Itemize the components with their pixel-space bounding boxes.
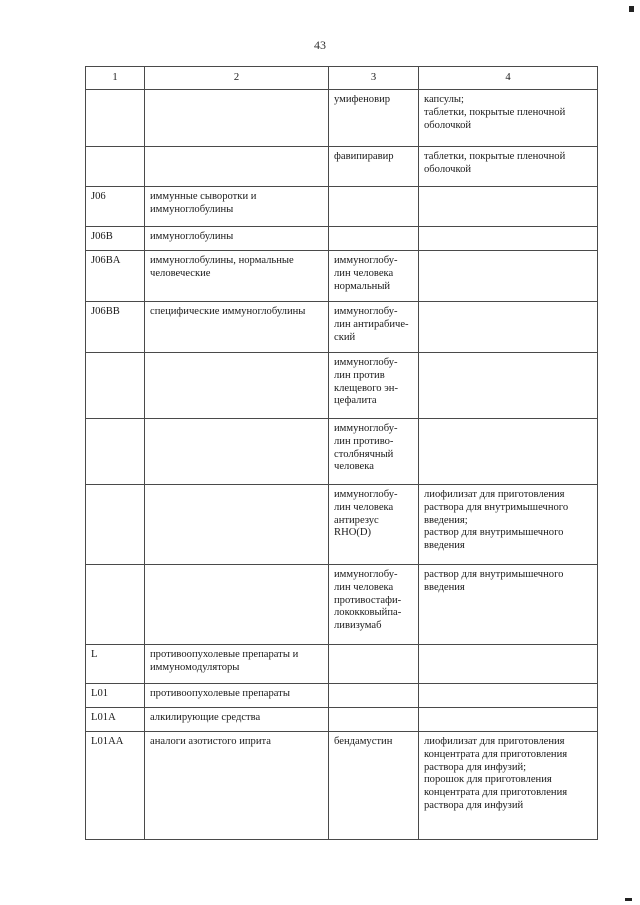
drug-name-cell: иммуноглобу- лин антирабиче- ский (329, 302, 419, 353)
drug-name-cell (329, 187, 419, 227)
group-name-cell: алкилирующие средства (145, 708, 329, 732)
dosage-form-cell (419, 419, 598, 485)
atc-code-cell: J06BB (86, 302, 145, 353)
group-name-cell: аналоги азотистого иприта (145, 732, 329, 840)
scan-mark (625, 898, 632, 901)
group-name-cell (145, 147, 329, 187)
column-header: 4 (419, 67, 598, 90)
atc-code-cell (86, 419, 145, 485)
atc-code-cell (86, 485, 145, 565)
atc-code-cell (86, 90, 145, 147)
atc-code-cell (86, 353, 145, 419)
atc-code-cell: J06 (86, 187, 145, 227)
drug-table (85, 66, 598, 840)
dosage-form-cell (419, 353, 598, 419)
group-name-cell: противоопухолевые препараты (145, 684, 329, 708)
group-name-cell: специфические иммуноглобулины (145, 302, 329, 353)
table-header-row (86, 67, 598, 90)
table-row (86, 227, 598, 251)
atc-code-cell (86, 565, 145, 645)
dosage-form-cell: лиофилизат для приготовления раствора для внутримышечного введения; раствор для внутримышечного введения (419, 485, 598, 565)
atc-code-cell: L01 (86, 684, 145, 708)
drug-name-cell: фавипиравир (329, 147, 419, 187)
dosage-form-cell: лиофилизат для приготовления концентрата для приготовления раствора для инфузий; порошок для приготовления концентрата для приготовления раствора для инфузий (419, 732, 598, 840)
table-row (86, 187, 598, 227)
table-row (86, 353, 598, 419)
dosage-form-cell (419, 187, 598, 227)
group-name-cell (145, 90, 329, 147)
atc-code-cell: J06BA (86, 251, 145, 302)
table-row (86, 147, 598, 187)
table-row (86, 684, 598, 708)
group-name-cell: иммунные сыворотки и иммуноглобулины (145, 187, 329, 227)
table-row (86, 645, 598, 684)
table-row (86, 419, 598, 485)
column-header: 2 (145, 67, 329, 90)
dosage-form-cell (419, 708, 598, 732)
page-number: 43 (314, 38, 326, 52)
column-header: 3 (329, 67, 419, 90)
atc-code-cell: L (86, 645, 145, 684)
table-row (86, 565, 598, 645)
table-row (86, 708, 598, 732)
dosage-form-cell (419, 684, 598, 708)
dosage-form-cell (419, 302, 598, 353)
table-row (86, 251, 598, 302)
drug-name-cell: иммуноглобу- лин человека нормальный (329, 251, 419, 302)
dosage-form-cell: капсулы; таблетки, покрытые пленочной оболочкой (419, 90, 598, 147)
table-row (86, 485, 598, 565)
table-row (86, 732, 598, 840)
atc-code-cell: L01AA (86, 732, 145, 840)
drug-name-cell (329, 227, 419, 251)
dosage-form-cell (419, 251, 598, 302)
drug-name-cell: умифеновир (329, 90, 419, 147)
column-header: 1 (86, 67, 145, 90)
group-name-cell: противоопухолевые препараты и иммуномодуляторы (145, 645, 329, 684)
group-name-cell: иммуноглобулины, нормальные человеческие (145, 251, 329, 302)
drug-name-cell: иммуноглобу- лин против клещевого эн- цефалита (329, 353, 419, 419)
dosage-form-cell (419, 227, 598, 251)
dosage-form-cell (419, 645, 598, 684)
drug-name-cell: бендамустин (329, 732, 419, 840)
table-row (86, 302, 598, 353)
atc-code-cell: L01A (86, 708, 145, 732)
drug-name-cell (329, 708, 419, 732)
group-name-cell (145, 565, 329, 645)
group-name-cell (145, 353, 329, 419)
group-name-cell: иммуноглобулины (145, 227, 329, 251)
dosage-form-cell: раствор для внутримышечного введения (419, 565, 598, 645)
atc-code-cell (86, 147, 145, 187)
group-name-cell (145, 419, 329, 485)
scan-mark (629, 6, 634, 12)
drug-name-cell (329, 684, 419, 708)
drug-name-cell: иммуноглобу- лин противо- столбнячный человека (329, 419, 419, 485)
drug-name-cell: иммуноглобу- лин человека противостафи- лококковыйпа- ливизумаб (329, 565, 419, 645)
dosage-form-cell: таблетки, покрытые пленочной оболочкой (419, 147, 598, 187)
group-name-cell (145, 485, 329, 565)
drug-name-cell (329, 645, 419, 684)
drug-name-cell: иммуноглобу- лин человека антирезус RHO(D) (329, 485, 419, 565)
atc-code-cell: J06B (86, 227, 145, 251)
table-row (86, 90, 598, 147)
